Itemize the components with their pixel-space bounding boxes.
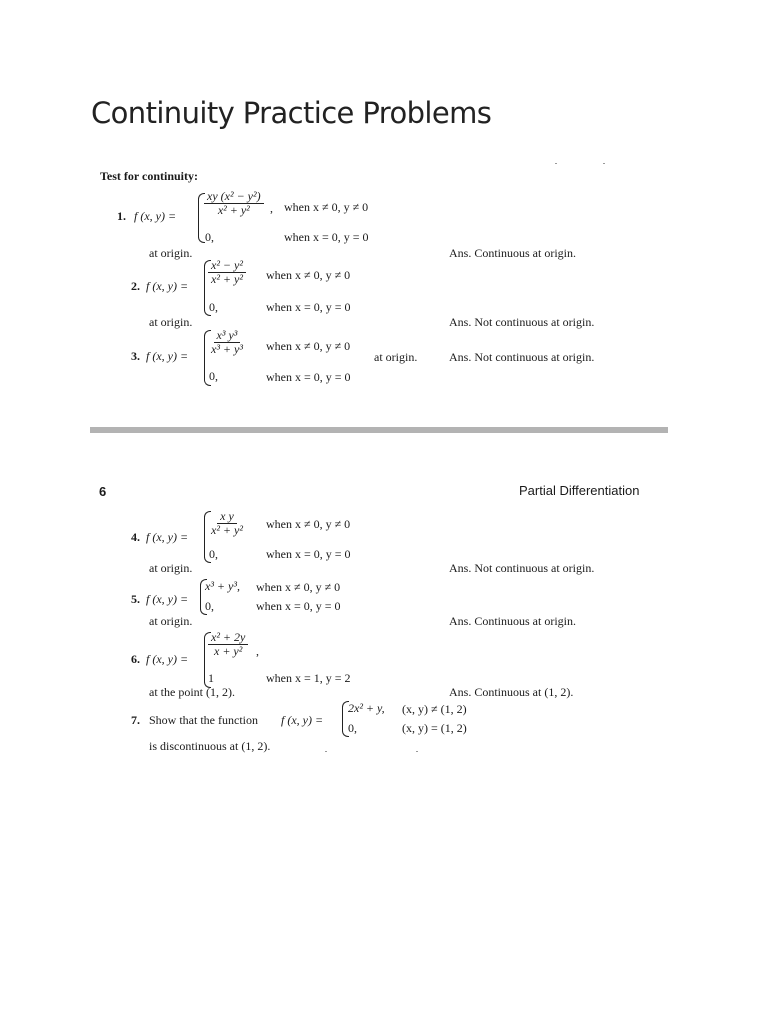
- problem-7-tail: is discontinuous at (1, 2).: [149, 739, 271, 753]
- problem-7-case1-expression: 2x² + y,: [348, 701, 385, 715]
- problem-6-fraction: [208, 631, 248, 658]
- problem-7-case2-condition: (x, y) = (1, 2): [402, 721, 467, 735]
- problem-3-number: 3.: [131, 349, 140, 363]
- comma: ,: [256, 644, 259, 658]
- problem-4-number: 4.: [131, 530, 140, 544]
- problem-5-at: at origin.: [149, 614, 193, 628]
- problem-2-fraction: [208, 259, 246, 286]
- problem-5-case1-condition: when x ≠ 0, y ≠ 0: [256, 580, 341, 594]
- problem-5-number: 5.: [131, 592, 140, 606]
- problem-2-case2-condition: when x = 0, y = 0: [266, 300, 351, 314]
- page-title: Continuity Practice Problems: [91, 96, 492, 130]
- problem-1-number: 1.: [117, 209, 126, 223]
- numerator: x² − y²: [208, 259, 246, 273]
- problem-4-at: at origin.: [149, 561, 193, 575]
- problem-6-case2-condition: when x = 1, y = 2: [266, 671, 351, 685]
- problem-3-lhs: f (x, y) =: [146, 349, 189, 363]
- problem-6-lhs: f (x, y) =: [146, 652, 189, 666]
- problem-5-case2-condition: when x = 0, y = 0: [256, 599, 341, 613]
- test-heading: Test for continuity:: [100, 169, 199, 183]
- denominator: x² + y²: [217, 203, 250, 217]
- problem-5-lhs: f (x, y) =: [146, 592, 189, 606]
- problem-1-answer: Ans. Continuous at origin.: [449, 246, 577, 260]
- problem-3-at: at origin.: [374, 350, 418, 364]
- scan-speck: [325, 751, 327, 752]
- problem-3-case2-condition: when x = 0, y = 0: [266, 370, 351, 384]
- problem-4-case2-condition: when x = 0, y = 0: [266, 547, 351, 561]
- problem-1-case2-condition: when x = 0, y = 0: [284, 230, 369, 244]
- problem-5-answer: Ans. Continuous at origin.: [449, 614, 577, 628]
- problem-4-fraction: [208, 510, 246, 537]
- problem-1-at: at origin.: [149, 246, 193, 260]
- problem-4-case2-value: 0,: [209, 547, 218, 561]
- numerator: xy (x² − y²): [204, 190, 264, 204]
- denominator: x³ + y³: [211, 342, 243, 356]
- problem-6-case2-value: 1: [208, 671, 214, 685]
- problem-6-at: at the point (1, 2).: [149, 685, 235, 699]
- problem-7-case2-value: 0,: [348, 721, 357, 735]
- denominator: x² + y²: [211, 272, 243, 286]
- problem-4-answer: Ans. Not continuous at origin.: [449, 561, 595, 575]
- problem-4-case1-condition: when x ≠ 0, y ≠ 0: [266, 517, 351, 531]
- problem-6-number: 6.: [131, 652, 140, 666]
- problem-3-fraction: [208, 329, 246, 356]
- problem-3-answer: Ans. Not continuous at origin.: [449, 350, 595, 364]
- problem-6-answer: Ans. Continuous at (1, 2).: [449, 685, 574, 699]
- problem-7-lhs: f (x, y) =: [281, 713, 324, 727]
- problem-2-number: 2.: [131, 279, 140, 293]
- problem-2-case1-condition: when x ≠ 0, y ≠ 0: [266, 268, 351, 282]
- running-head: Partial Differentiation: [519, 483, 640, 498]
- problem-2-answer: Ans. Not continuous at origin.: [449, 315, 595, 329]
- comma: ,: [270, 201, 273, 215]
- denominator: x + y²: [214, 644, 243, 658]
- problem-7-case1-condition: (x, y) ≠ (1, 2): [402, 702, 467, 716]
- problem-2-case2-value: 0,: [209, 300, 218, 314]
- problem-7-number: 7.: [131, 713, 140, 727]
- scan-speck: [555, 163, 557, 164]
- page-number: 6: [99, 484, 107, 499]
- problem-4-lhs: f (x, y) =: [146, 530, 189, 544]
- numerator: x y: [217, 510, 237, 524]
- problem-2-at: at origin.: [149, 315, 193, 329]
- scan-speck: [416, 751, 418, 752]
- section-divider: [90, 427, 668, 433]
- problem-1-case1-condition: when x ≠ 0, y ≠ 0: [284, 200, 369, 214]
- problem-3-case1-condition: when x ≠ 0, y ≠ 0: [266, 339, 351, 353]
- problem-7-text: Show that the function: [149, 713, 258, 727]
- problem-2-lhs: f (x, y) =: [146, 279, 189, 293]
- problem-1-lhs: f (x, y) =: [134, 209, 177, 223]
- problem-1-fraction: [204, 190, 264, 217]
- scan-speck: [603, 163, 605, 164]
- problem-5-case1-expression: x³ + y³,: [205, 579, 240, 593]
- problem-5-case2-value: 0,: [205, 599, 214, 613]
- numerator: x³ y³: [214, 329, 241, 343]
- problem-3-case2-value: 0,: [209, 369, 218, 383]
- numerator: x² + 2y: [208, 631, 248, 645]
- problem-1-case2-value: 0,: [205, 230, 214, 244]
- denominator: x² + y²: [211, 523, 243, 537]
